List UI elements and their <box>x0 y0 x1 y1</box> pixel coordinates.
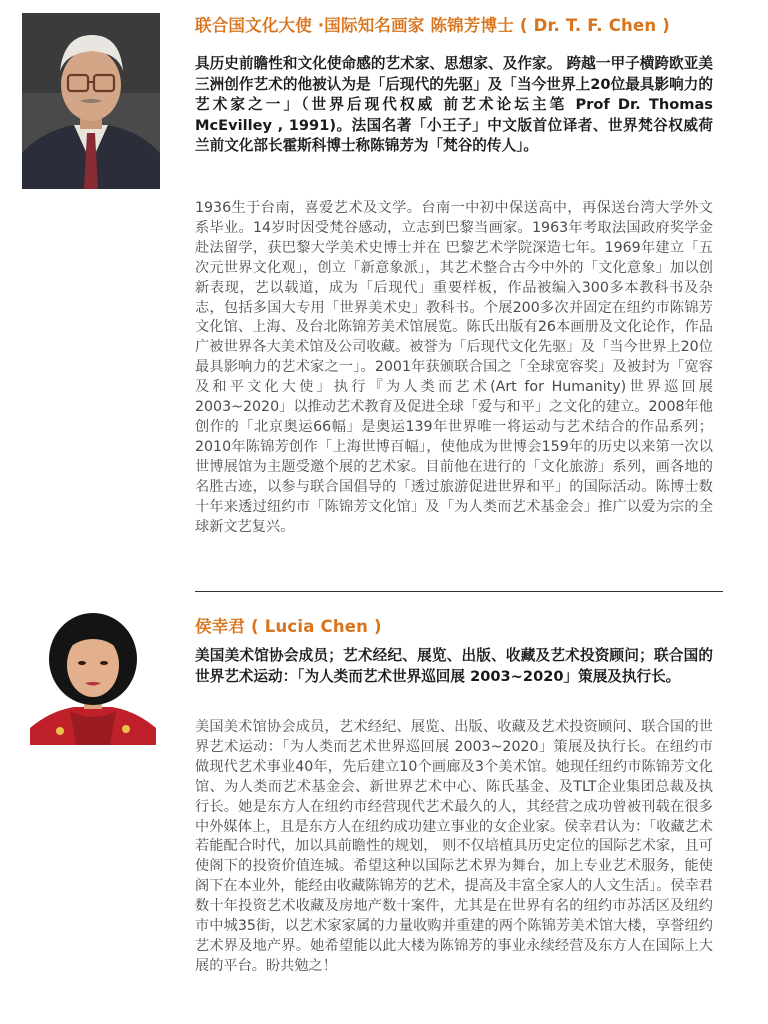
bio-paragraph-lucia: 美国美术馆协会成员，艺术经纪、展览、出版、收藏及艺术投资顾问、联合国的世界艺术运动：「为人类而艺术世界巡回展 2003~2020」策展及执行长。在纽约市做现代艺术事业40年，先后建立10个画廊及3个美术馆。她现任纽约市陈锦芳文化馆、为人类而艺术基金会、新世界艺术中心、陈氏基金、及TLT企业集团总裁及执行长。她是东方人在纽约市经营现代艺术最久的人，其经营之成功曾被刊载在很多中外媒体上，且是东方人在纽约成功建立事业的女企业家。侯幸君认为：「收藏艺术若能配合时代，加以具前瞻性的规划， 则不仅培植具历史定位的国际艺术家，且可使阁下的投资价值连城。希望这种以国际艺术界为舞台，加上专业艺术服务，能使阁下在本业外，能经由收藏陈锦芳的艺术，提高及丰富全家人的人文生活」。侯幸君数十年投资艺术收藏及房地产数十案件，尤其是在世界有名的纽约市苏活区及纽约市中城35街，以艺术家家属的力量收购并重建的两个陈锦芳美术馆大楼，享誉纽约艺术界及地产界。她希望能以此大楼为陈锦芳的事业永续经营及东方人在国际上大展的平台。盼共勉之！ <box>195 719 713 974</box>
intro-paragraph-chen: 具历史前瞻性和文化使命感的艺术家、思想家、及作家。 跨越一甲子横跨欧亚美三洲创作艺术的他被认为是「后现代的先驱」及「当今世界上20位最具影响力的艺术家之一」（世界后现代权威 前艺术论坛主笔 Prof Dr. Thomas McEvilley , 1991)。法国名著「小王子」中文版首位译者、世界梵谷权威荷兰前文化部长霍斯科博士称陈锦芳为「梵谷的传人」。 <box>195 55 713 154</box>
section-title-chen: 联合国文化大使 ·国际知名画家 陈锦芳博士 ( Dr. T. F. Chen ) <box>195 16 670 35</box>
portrait-dr-t-f-chen <box>22 13 160 189</box>
intro-paragraph-lucia: 美国美术馆协会成员；艺术经纪、展览、出版、收藏及艺术投资顾问；联合国的世界艺术运动：「为人类而艺术世界巡回展 2003~2020」策展及执行长。 <box>195 647 713 685</box>
portrait-lucia-chen <box>30 603 156 745</box>
section-title-lucia: 侯幸君 ( Lucia Chen ) <box>195 617 382 636</box>
section-divider <box>195 591 723 592</box>
bio-paragraph-chen: 1936生于台南，喜爱艺术及文学。台南一中初中保送高中，再保送台湾大学外文系毕业。14岁时因受梵谷感动，立志到巴黎当画家。1963年考取法国政府奖学金赴法留学，获巴黎大学美术史博士并在 巴黎艺术学院深造七年。1969年建立「五次元世界文化观」，创立「新意象派」，其艺术整合古今中外的「文化意象」加以创新表现，艺以载道，成为「后现代」重要样板，作品被编入300多本教科书及杂志，包括多国大专用「世界美术史」教科书。个展200多次并固定在纽约市陈锦芳文化馆、上海、及台北陈锦芳美术馆展览。陈氏出版有26本画册及文化论作，作品广被世界各大美术馆及公司收藏。被誉为「后现代文化先驱」及「当今世界上20位最具影响力的艺术家之一」。2001年获颁联合国之「全球宽容奖」及被封为「宽容及和平文化大使」执行『为人类而艺术(Art for Humanity)世界巡回展2003~2020」以推动艺术教育及促进全球「爱与和平」之文化的建立。2008年他创作的「北京奥运66幅」是奥运139年世界唯一将运动与艺术结合的作品系列；2010年陈锦芳创作「上海世博百幅」，使他成为世博会159年的历史以来第一次以世博展馆为主题受邀个展的艺术家。目前他在进行的「文化旅游」系列，画各地的名胜古迹，以参与联合国倡导的「透过旅游促进世界和平」的国际活动。陈博士数十年来透过纽约市「陈锦芳文化馆」及「为人类而艺术基金会」推广以爱为宗的全球新文艺复兴。 <box>195 200 713 535</box>
